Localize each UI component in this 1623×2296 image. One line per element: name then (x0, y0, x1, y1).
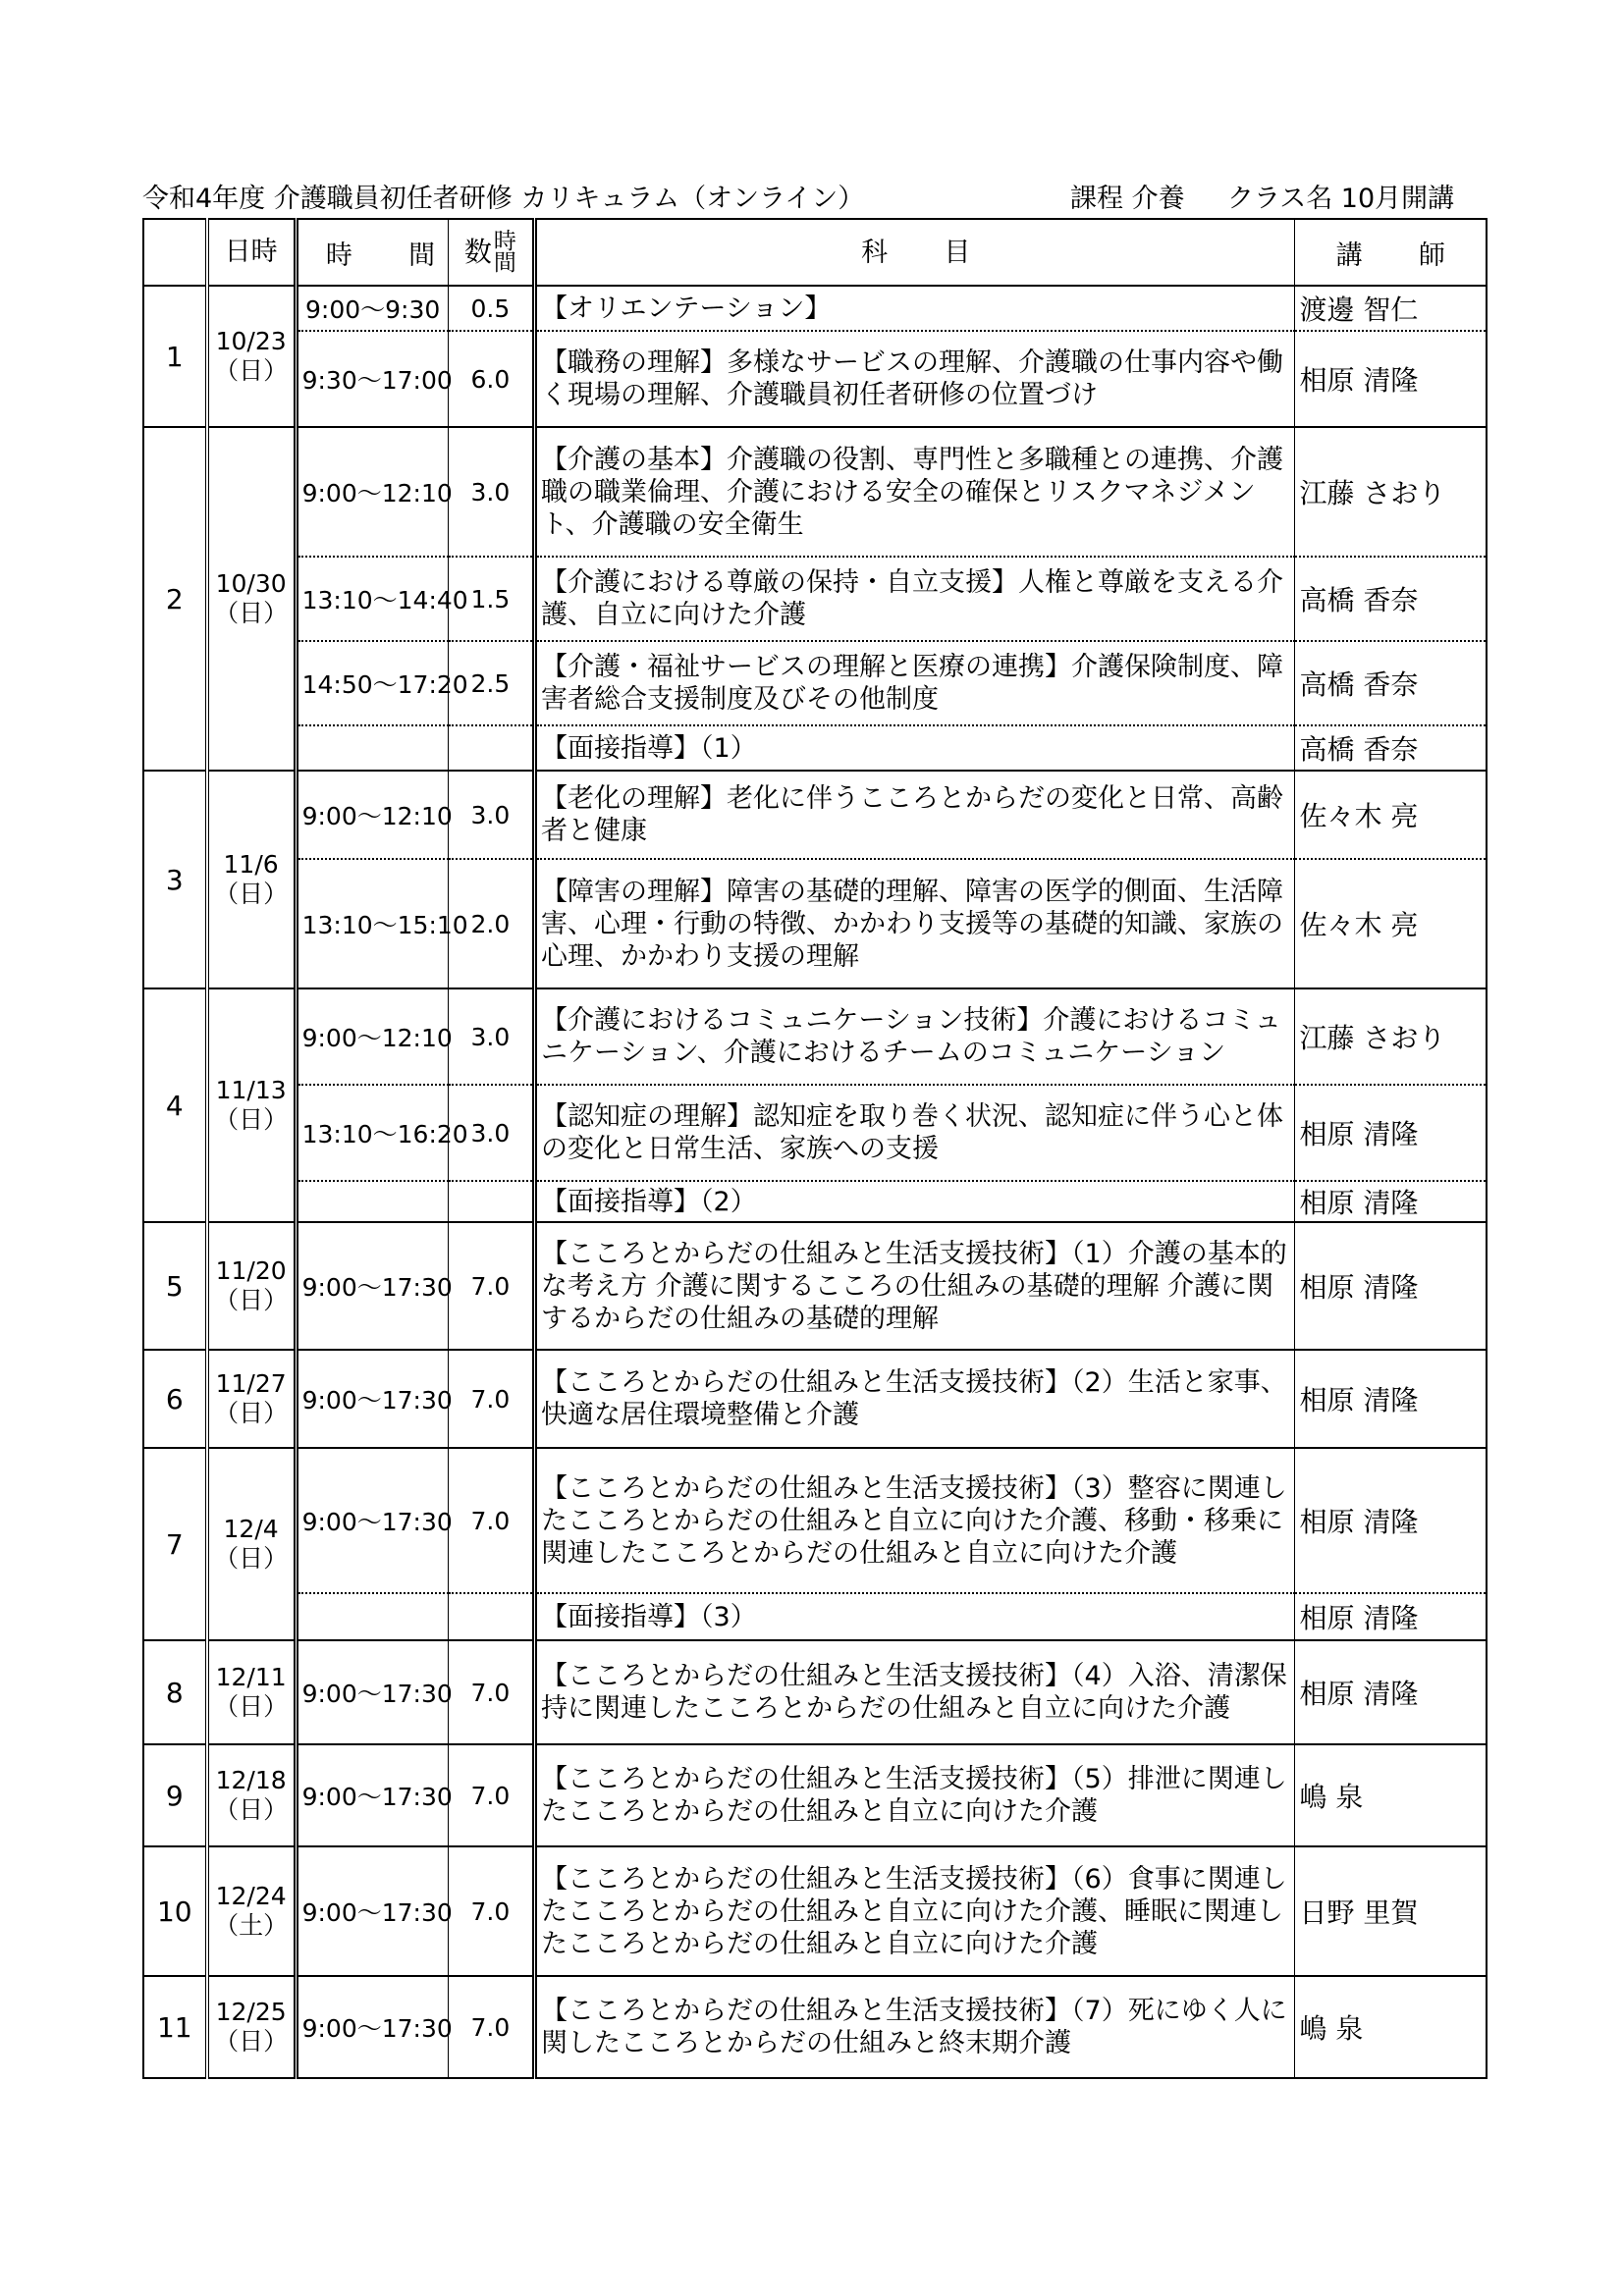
hours-cell: 7.0 (448, 1448, 534, 1593)
teacher-cell: 嶋 泉 (1295, 1976, 1487, 2078)
table-row (143, 1181, 1487, 1222)
time-cell: 9:00～12:10 (296, 427, 448, 557)
hours-cell: 3.0 (448, 1085, 534, 1181)
subject-cell: 【面接指導】（3） (535, 1593, 1295, 1640)
teacher-cell: 渡邊 智仁 (1295, 286, 1487, 331)
hours-cell: 6.0 (448, 331, 534, 427)
day-text: （日） (214, 880, 289, 908)
teacher-cell: 相原 清隆 (1295, 1448, 1487, 1593)
session-date (207, 1976, 296, 2078)
teacher-cell: 相原 清隆 (1295, 331, 1487, 427)
session-number: 2 (143, 427, 207, 771)
teacher-cell: 相原 清隆 (1295, 1222, 1487, 1350)
table-row (143, 859, 1487, 988)
session-number: 4 (143, 988, 207, 1222)
teacher-cell: 江藤 さおり (1295, 988, 1487, 1085)
table-row (143, 641, 1487, 725)
date-text: 11/20 (215, 1256, 287, 1285)
time-cell: 9:00～17:30 (296, 1744, 448, 1846)
hours-cell: 7.0 (448, 1350, 534, 1448)
time-cell: 9:00～12:10 (296, 988, 448, 1085)
teacher-cell: 高橋 香奈 (1295, 557, 1487, 641)
session-date (207, 1846, 296, 1976)
time-cell: 9:00～17:30 (296, 1350, 448, 1448)
course-label: 課程 介養 (1070, 184, 1185, 214)
time-cell: 9:00～17:30 (296, 1640, 448, 1744)
table-row (143, 771, 1487, 859)
date-column-header: 日時 (207, 219, 296, 286)
time-cell: 9:00～9:30 (296, 286, 448, 331)
session-number: 1 (143, 286, 207, 427)
subject-cell: 【認知症の理解】認知症を取り巻く状況、認知症に伴う心と体の変化と日常生活、家族への支援 (535, 1085, 1295, 1181)
hours-cell: 7.0 (448, 1640, 534, 1744)
time-cell: 9:00～17:30 (296, 1976, 448, 2078)
time-cell: 13:10～14:40 (296, 557, 448, 641)
time-cell: 9:00～17:30 (296, 1448, 448, 1593)
session-date (207, 1222, 296, 1350)
date-text: 12/18 (215, 1766, 287, 1794)
hours-header-top: 時 (493, 229, 516, 254)
session-date (207, 988, 296, 1222)
date-text: 12/25 (215, 1998, 287, 2026)
subject-cell: 【介護の基本】介護職の役割、専門性と多職種との連携、介護職の職業倫理、介護における安全の確保とリスクマネジメント、介護職の安全衛生 (535, 427, 1295, 557)
table-row (143, 557, 1487, 641)
table-row (143, 286, 1487, 331)
subject-cell: 【介護における尊厳の保持・自立支援】人権と尊厳を支える介護、自立に向けた介護 (535, 557, 1295, 641)
day-text: （日） (214, 1692, 289, 1721)
hours-header-prefix: 数 (463, 236, 492, 268)
teacher-cell: 佐々木 亮 (1295, 771, 1487, 859)
header-row (143, 219, 1487, 286)
date-text: 12/4 (223, 1515, 279, 1543)
subject-cell: 【オリエンテーション】 (535, 286, 1295, 331)
time-cell (296, 1593, 448, 1640)
session-number: 9 (143, 1744, 207, 1846)
table-row (143, 1448, 1487, 1593)
time-cell: 13:10～15:10 (296, 859, 448, 988)
subject-cell: 【こころとからだの仕組みと生活支援技術】（4）入浴、清潔保持に関連したこころとからだの仕組みと自立に向けた介護 (535, 1640, 1295, 1744)
session-number: 7 (143, 1448, 207, 1640)
hours-cell: 2.5 (448, 641, 534, 725)
hours-cell: 3.0 (448, 771, 534, 859)
session-date (207, 1448, 296, 1640)
table-row (143, 1222, 1487, 1350)
table-row (143, 1350, 1487, 1448)
table-row (143, 331, 1487, 427)
hours-cell (448, 1593, 534, 1640)
day-text: （日） (214, 1286, 289, 1314)
subject-cell: 【障害の理解】障害の基礎的理解、障害の医学的側面、生活障害、心理・行動の特徴、かかわり支援等の基礎的知識、家族の心理、かかわり支援の理解 (535, 859, 1295, 988)
session-date (207, 771, 296, 988)
date-text: 12/11 (215, 1663, 287, 1691)
hours-cell: 2.0 (448, 859, 534, 988)
session-number: 6 (143, 1350, 207, 1448)
day-text: （日） (214, 356, 289, 385)
subject-column-header: 科 目 (535, 219, 1295, 286)
teacher-cell: 佐々木 亮 (1295, 859, 1487, 988)
hours-cell: 1.5 (448, 557, 534, 641)
session-date (207, 1744, 296, 1846)
teacher-cell: 江藤 さおり (1295, 427, 1487, 557)
subject-cell: 【面接指導】（1） (535, 725, 1295, 771)
teacher-cell: 嶋 泉 (1295, 1744, 1487, 1846)
table-row (143, 988, 1487, 1085)
table-row (143, 1640, 1487, 1744)
hours-cell: 3.0 (448, 427, 534, 557)
subject-cell: 【介護におけるコミュニケーション技術】介護におけるコミュニケーション、介護におけるチームのコミュニケーション (535, 988, 1295, 1085)
session-date (207, 427, 296, 771)
hours-column-header (448, 219, 534, 286)
subject-cell: 【こころとからだの仕組みと生活支援技術】（2）生活と家事、快適な居住環境整備と介護 (535, 1350, 1295, 1448)
subject-cell: 【職務の理解】多様なサービスの理解、介護職の仕事内容や働く現場の理解、介護職員初任者研修の位置づけ (535, 331, 1295, 427)
teacher-column-header: 講 師 (1295, 219, 1487, 286)
hours-cell: 3.0 (448, 988, 534, 1085)
class-name-label: クラス名 10月開講 (1227, 184, 1455, 214)
teacher-cell: 高橋 香奈 (1295, 641, 1487, 725)
day-text: （日） (214, 2027, 289, 2056)
subject-cell: 【こころとからだの仕組みと生活支援技術】（5）排泄に関連したこころとからだの仕組みと自立に向けた介護 (535, 1744, 1295, 1846)
subject-cell: 【こころとからだの仕組みと生活支援技術】（3）整容に関連したこころとからだの仕組みと自立に向けた介護、移動・移乗に関連したこころとからだの仕組みと自立に向けた介護 (535, 1448, 1295, 1593)
table-row (143, 427, 1487, 557)
subject-cell: 【介護・福祉サービスの理解と医療の連携】介護保険制度、障害者総合支援制度及びその他制度 (535, 641, 1295, 725)
table-row (143, 1085, 1487, 1181)
date-text: 11/27 (215, 1369, 287, 1398)
session-number: 3 (143, 771, 207, 988)
date-text: 11/13 (215, 1076, 287, 1104)
table-row (143, 1744, 1487, 1846)
no-column-header (143, 219, 207, 286)
day-text: （土） (214, 1911, 289, 1940)
time-cell (296, 725, 448, 771)
teacher-cell: 相原 清隆 (1295, 1181, 1487, 1222)
hours-cell: 0.5 (448, 286, 534, 331)
page-title: 令和4年度 介護職員初任者研修 カリキュラム（オンライン） (142, 184, 865, 214)
teacher-cell: 相原 清隆 (1295, 1085, 1487, 1181)
session-number: 8 (143, 1640, 207, 1744)
date-text: 10/23 (215, 327, 287, 355)
session-number: 11 (143, 1976, 207, 2078)
hours-cell: 7.0 (448, 1846, 534, 1976)
subject-cell: 【こころとからだの仕組みと生活支援技術】（6）食事に関連したこころとからだの仕組みと自立に向けた介護、睡眠に関連したこころとからだの仕組みと自立に向けた介護 (535, 1846, 1295, 1976)
hours-cell: 7.0 (448, 1976, 534, 2078)
session-date (207, 1350, 296, 1448)
day-text: （日） (214, 1795, 289, 1824)
day-text: （日） (214, 599, 289, 627)
session-number: 5 (143, 1222, 207, 1350)
teacher-cell: 相原 清隆 (1295, 1640, 1487, 1744)
session-date (207, 1640, 296, 1744)
hours-cell (448, 725, 534, 771)
time-cell: 14:50～17:20 (296, 641, 448, 725)
day-text: （日） (214, 1399, 289, 1427)
table-row (143, 1593, 1487, 1640)
day-text: （日） (214, 1544, 289, 1573)
hours-cell: 7.0 (448, 1222, 534, 1350)
hours-cell (448, 1181, 534, 1222)
session-date (207, 286, 296, 427)
time-cell: 9:00～12:10 (296, 771, 448, 859)
table-row (143, 1976, 1487, 2078)
teacher-cell: 高橋 香奈 (1295, 725, 1487, 771)
time-cell (296, 1181, 448, 1222)
day-text: （日） (214, 1105, 289, 1134)
time-cell: 9:00～17:30 (296, 1222, 448, 1350)
date-text: 11/6 (223, 850, 279, 879)
date-text: 10/30 (215, 569, 287, 598)
teacher-cell: 相原 清隆 (1295, 1350, 1487, 1448)
teacher-cell: 日野 里賀 (1295, 1846, 1487, 1976)
subject-cell: 【こころとからだの仕組みと生活支援技術】（7）死にゆく人に関したこころとからだの仕組みと終末期介護 (535, 1976, 1295, 2078)
hours-cell: 7.0 (448, 1744, 534, 1846)
table-row (143, 1846, 1487, 1976)
time-cell: 13:10～16:20 (296, 1085, 448, 1181)
date-text: 12/24 (215, 1882, 287, 1910)
page-header (142, 183, 1488, 216)
subject-cell: 【面接指導】（2） (535, 1181, 1295, 1222)
table-row (143, 725, 1487, 771)
teacher-cell: 相原 清隆 (1295, 1593, 1487, 1640)
curriculum-table (142, 218, 1488, 2079)
time-cell: 9:00～17:30 (296, 1846, 448, 1976)
subject-cell: 【こころとからだの仕組みと生活支援技術】（1）介護の基本的な考え方 介護に関するこころの仕組みの基礎的理解 介護に関するからだの仕組みの基礎的理解 (535, 1222, 1295, 1350)
subject-cell: 【老化の理解】老化に伴うこころとからだの変化と日常、高齢者と健康 (535, 771, 1295, 859)
time-column-header: 時 間 (296, 219, 448, 286)
session-number: 10 (143, 1846, 207, 1976)
hours-header-bottom: 間 (493, 250, 516, 276)
time-cell: 9:30～17:00 (296, 331, 448, 427)
